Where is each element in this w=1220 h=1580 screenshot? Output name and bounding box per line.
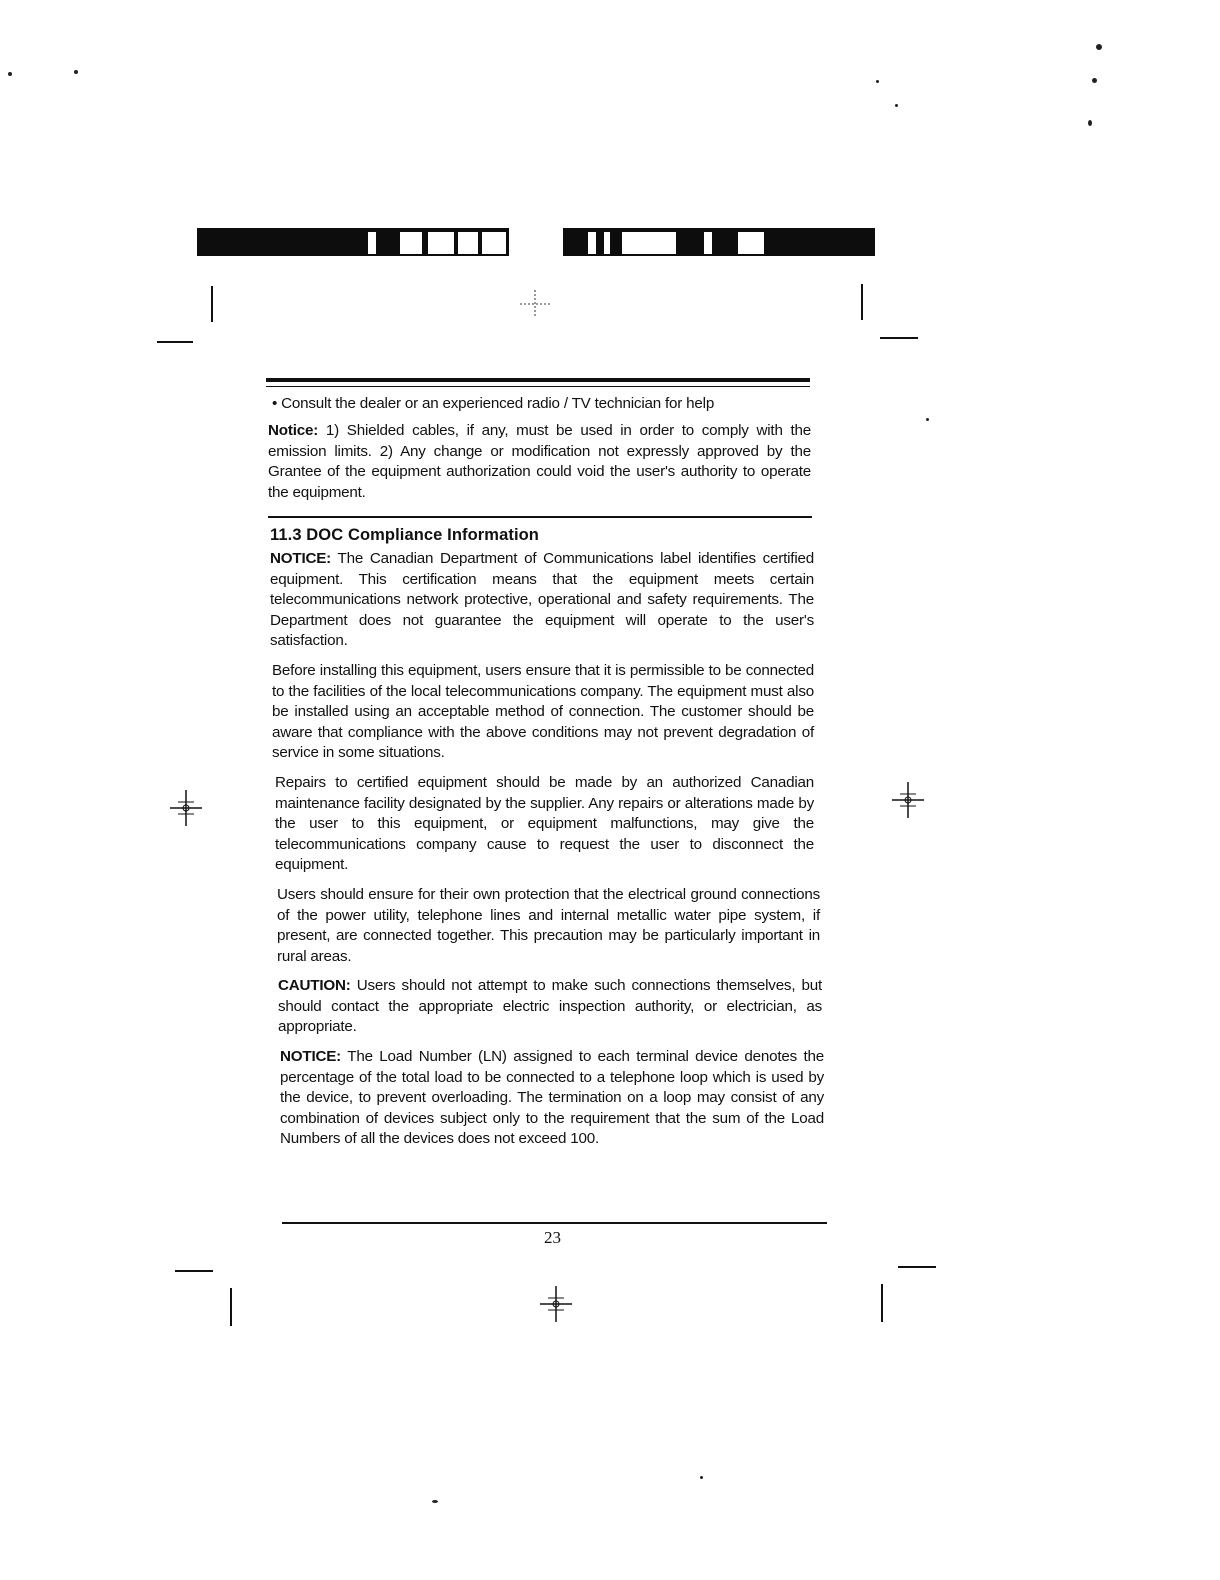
- registration-mark-icon: [166, 790, 206, 826]
- scan-speck: [1096, 44, 1102, 50]
- doc-body: [270, 549, 824, 1159]
- header-bar-box: [426, 230, 456, 256]
- header-bar-gap: [622, 232, 676, 254]
- fcc-notice-text: 1) Shielded cables, if any, must be used in order to comply with the emission limits. 2) Any change or modification not expressly approved by the Grantee of the equipment authorization could void the user's authority to operate the equipment.: [268, 422, 811, 501]
- scan-speck: [700, 1476, 703, 1479]
- scan-speck: [926, 418, 929, 421]
- bottom-rule: [282, 1222, 827, 1224]
- header-bar-box: [480, 230, 508, 256]
- paragraph-installation: Before installing this equipment, users ensure that it is permissible to be connected to the facilities of the local telecommunications company. The equipment must also be installed using an acceptable method of connection. The customer should be aware that compliance with the above conditions may not prevent degradation of service in some situations.: [272, 661, 814, 762]
- scan-speck: [1088, 120, 1092, 126]
- scan-speck: [1092, 78, 1097, 83]
- section-rule: [268, 516, 812, 518]
- header-bar-gap: [604, 232, 610, 254]
- bullet-line: • Consult the dealer or an experienced radio / TV technician for help: [272, 395, 715, 412]
- top-rule: [266, 378, 810, 382]
- section-heading: 11.3 DOC Compliance Information: [270, 526, 539, 544]
- crop-mark: [157, 341, 193, 343]
- registration-mark-icon: [536, 1286, 576, 1322]
- fcc-notice-label: Notice:: [268, 422, 319, 439]
- header-bar-gap: [704, 232, 712, 254]
- header-bar-gap: [400, 232, 422, 254]
- paragraph-grounding: Users should ensure for their own protection that the electrical ground connections of the power utility, telephone lines and internal metallic water pipe system, if present, are connected together. This precaution may be particularly important in rural areas.: [277, 885, 820, 965]
- paragraph-text: The Load Number (LN) assigned to each terminal device denotes the percentage of the total load to be connected to a telephone loop which is used by the device, to prevent overloading. The termination on a loop may consist of any combination of devices subject only to the requirement that the sum of the Load Numbers of all the devices does not exceed 100.: [280, 1048, 824, 1148]
- header-bar-gap: [368, 232, 376, 254]
- top-rule-thin: [266, 386, 810, 387]
- crop-mark: [211, 286, 213, 322]
- crop-mark: [880, 337, 918, 339]
- paragraph-label: NOTICE:: [280, 1048, 342, 1066]
- paragraph-text: The Canadian Department of Communications label identifies certified equipment. This certification means that the equipment meets certain telecommunications network protective, operational and safety requirements. The Department does not guarantee the equipment will operate to the user's satisfaction.: [270, 550, 814, 650]
- paragraph-repairs: Repairs to certified equipment should be made by an authorized Canadian maintenance facility designated by the supplier. Any repairs or alterations made by the user to this equipment, or equipment malfunctions, may give the telecommunications company cause to request the user to disconnect the equipment.: [275, 773, 814, 874]
- crop-mark: [881, 1284, 883, 1322]
- crop-mark: [230, 1288, 232, 1326]
- paragraph-label: CAUTION:: [278, 977, 351, 995]
- paragraph-label: NOTICE:: [270, 550, 332, 567]
- paragraph-load-number: [280, 1047, 824, 1150]
- registration-mark-icon: [888, 782, 928, 818]
- registration-mark-icon: [518, 290, 552, 318]
- fcc-notice: [268, 421, 811, 503]
- paragraph-caution: [278, 976, 822, 1038]
- header-bar-box: [456, 230, 480, 256]
- scan-speck: [895, 104, 898, 107]
- paragraph-notice-canadian: [270, 549, 814, 652]
- header-bar-gap: [738, 232, 764, 254]
- page-number: 23: [544, 1228, 561, 1247]
- crop-mark: [898, 1266, 936, 1268]
- scan-speck: [74, 70, 78, 74]
- scan-speck: [8, 72, 12, 76]
- scan-speck: [876, 80, 879, 83]
- header-bar-gap: [588, 232, 596, 254]
- crop-mark: [175, 1270, 213, 1272]
- crop-mark: [861, 284, 863, 320]
- scan-speck: [432, 1500, 438, 1503]
- paragraph-text: Users should not attempt to make such connections themselves, but should contact the appropriate electric inspection authority, or electrician, as appropriate.: [278, 977, 822, 1036]
